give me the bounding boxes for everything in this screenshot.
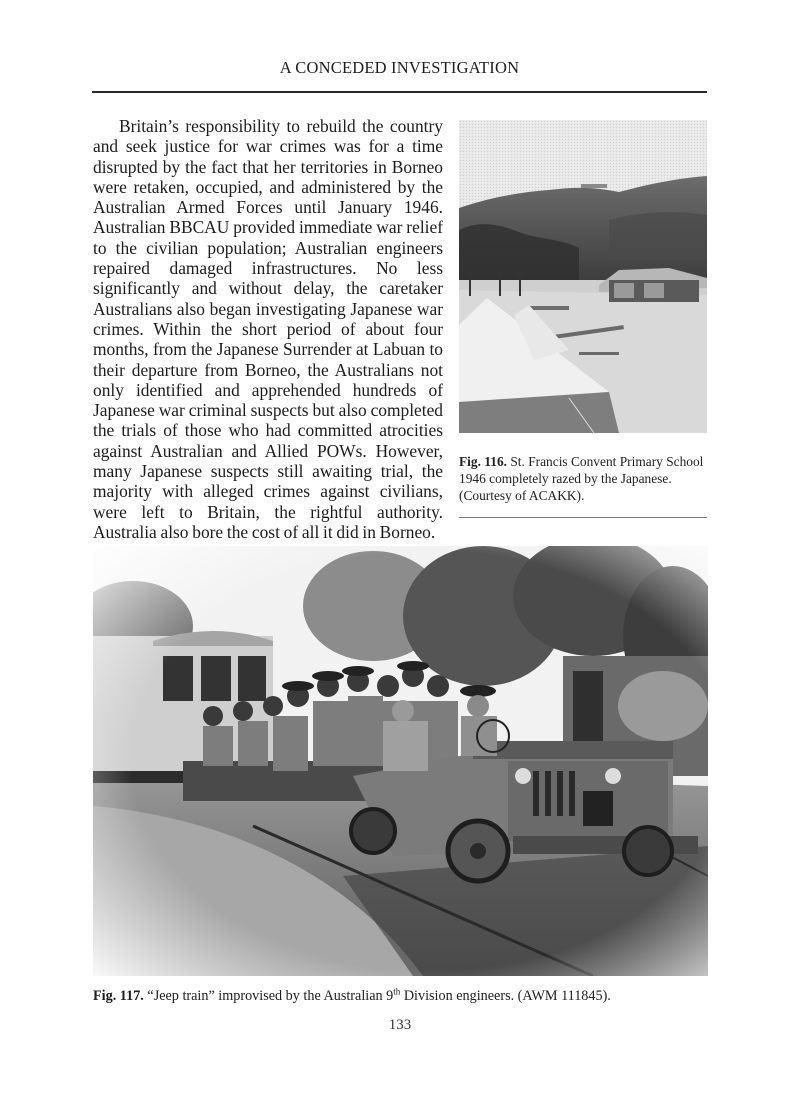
fig116-label: Fig. 116. bbox=[459, 454, 507, 469]
fig116-caption bbox=[459, 453, 711, 505]
fig116-caption-text: St. Francis Convent Primary School 1946 completely razed by the Japanese. (Courtesy of ACAKK). bbox=[459, 454, 704, 504]
fig117-caption-text: “Jeep train” improvised by the Australian 9 bbox=[143, 988, 394, 1004]
body-paragraph: Britain’s responsibility to rebuild the country and seek justice for war crimes was for a time disrupted by the fact that her territories in Borneo were retaken, occupied, and administered by the Australian Armed Forces until January 1946. Australian BBCAU provided immediate war relief to the civilian population; Australian engineers repaired damaged infrastructures. No less significantly and without delay, the caretaker Australians also began investigating Japanese war crimes. Within the short period of about four months, from the Japanese Surrender at Labuan to their departure from Borneo, the Australians not only identified and apprehended hundreds of Japanese war criminal suspects but also completed the trials of those who had committed atrocities against Australian and Allied POWs. However, many Japanese suspects still awaiting trial, the majority with alleged crimes against civilians, were left to Britain, the rightful authority. Australia also bore the cost of all it did in Borneo. bbox=[93, 116, 443, 542]
fig117-label: Fig. 117. bbox=[93, 988, 144, 1004]
school-ruins-photo bbox=[459, 120, 707, 433]
fig117-caption bbox=[93, 988, 713, 1005]
fig116-photo bbox=[459, 120, 707, 433]
header-rule bbox=[92, 91, 707, 93]
running-title: A CONCEDED INVESTIGATION bbox=[279, 58, 520, 77]
caption-rule bbox=[459, 517, 707, 518]
fig117-photo bbox=[93, 546, 708, 976]
fig117-caption-ordinal: th bbox=[393, 986, 401, 997]
jeep-train-photo bbox=[93, 546, 708, 976]
fig117-caption-text-end: Division engineers. (AWM 111845). bbox=[400, 988, 611, 1004]
page-number: 133 bbox=[388, 1017, 412, 1033]
